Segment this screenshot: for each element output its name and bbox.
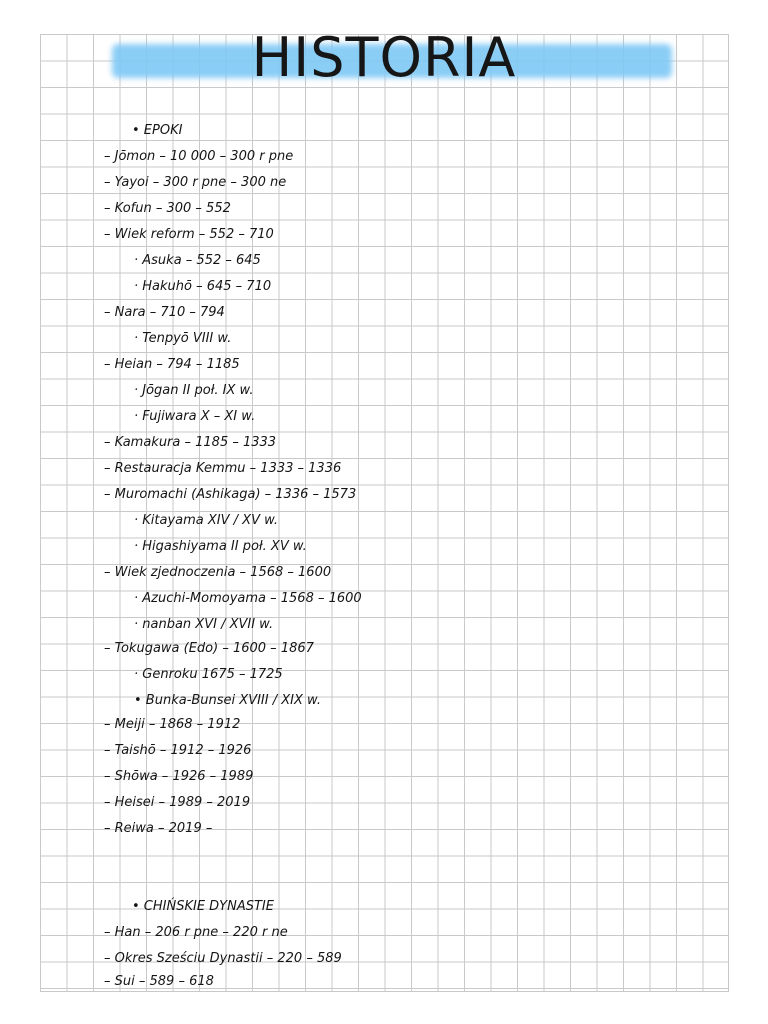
list-item: – Sui – 589 – 618 [104,974,214,989]
list-item: – Han – 206 r pne – 220 r ne [104,925,288,940]
list-subitem: · Genroku 1675 – 1725 [134,667,283,682]
list-item: – Wiek zjednoczenia – 1568 – 1600 [104,565,332,580]
list-item: – Nara – 710 – 794 [104,305,225,320]
list-item: – Heian – 794 – 1185 [104,357,240,372]
list-subitem: · Jōgan II poł. IX w. [134,383,254,398]
list-subitem: · Tenpyō VIII w. [134,331,232,346]
list-item: – Meiji – 1868 – 1912 [104,717,241,732]
list-item: – Taishō – 1912 – 1926 [104,743,252,758]
list-subitem: · Azuchi-Momoyama – 1568 – 1600 [134,591,362,606]
list-item: – Kamakura – 1185 – 1333 [104,435,277,450]
list-subitem: • Bunka-Bunsei XVIII / XIX w. [134,693,321,708]
list-item: – Shōwa – 1926 – 1989 [104,769,254,784]
list-subitem: · Asuka – 552 – 645 [134,253,261,268]
list-subitem: · nanban XVI / XVII w. [134,617,274,632]
list-subitem: · Higashiyama II poł. XV w. [134,539,307,554]
list-item: – Wiek reform – 552 – 710 [104,227,274,242]
page-title: HISTORIA [251,26,517,89]
list-item: – Yayoi – 300 r pne – 300 ne [104,175,287,190]
list-item: – Tokugawa (Edo) – 1600 – 1867 [104,641,314,656]
section-heading-epoki: • EPOKI [132,123,183,138]
section-heading-dynastie: • CHIŃSKIE DYNASTIE [132,899,274,914]
list-item: – Muromachi (Ashikaga) – 1336 – 1573 [104,487,357,502]
list-item: – Reiwa – 2019 – [104,821,213,836]
list-item: – Jōmon – 10 000 – 300 r pne [104,149,294,164]
list-subitem: · Fujiwara X – XI w. [134,409,256,424]
list-item: – Heisei – 1989 – 2019 [104,795,251,810]
list-subitem: · Kitayama XIV / XV w. [134,513,279,528]
list-item: – Kofun – 300 – 552 [104,201,231,216]
list-item: – Restauracja Kemmu – 1333 – 1336 [104,461,342,476]
list-subitem: · Hakuhō – 645 – 710 [134,279,272,294]
list-item: – Okres Sześciu Dynastii – 220 – 589 [104,951,342,966]
